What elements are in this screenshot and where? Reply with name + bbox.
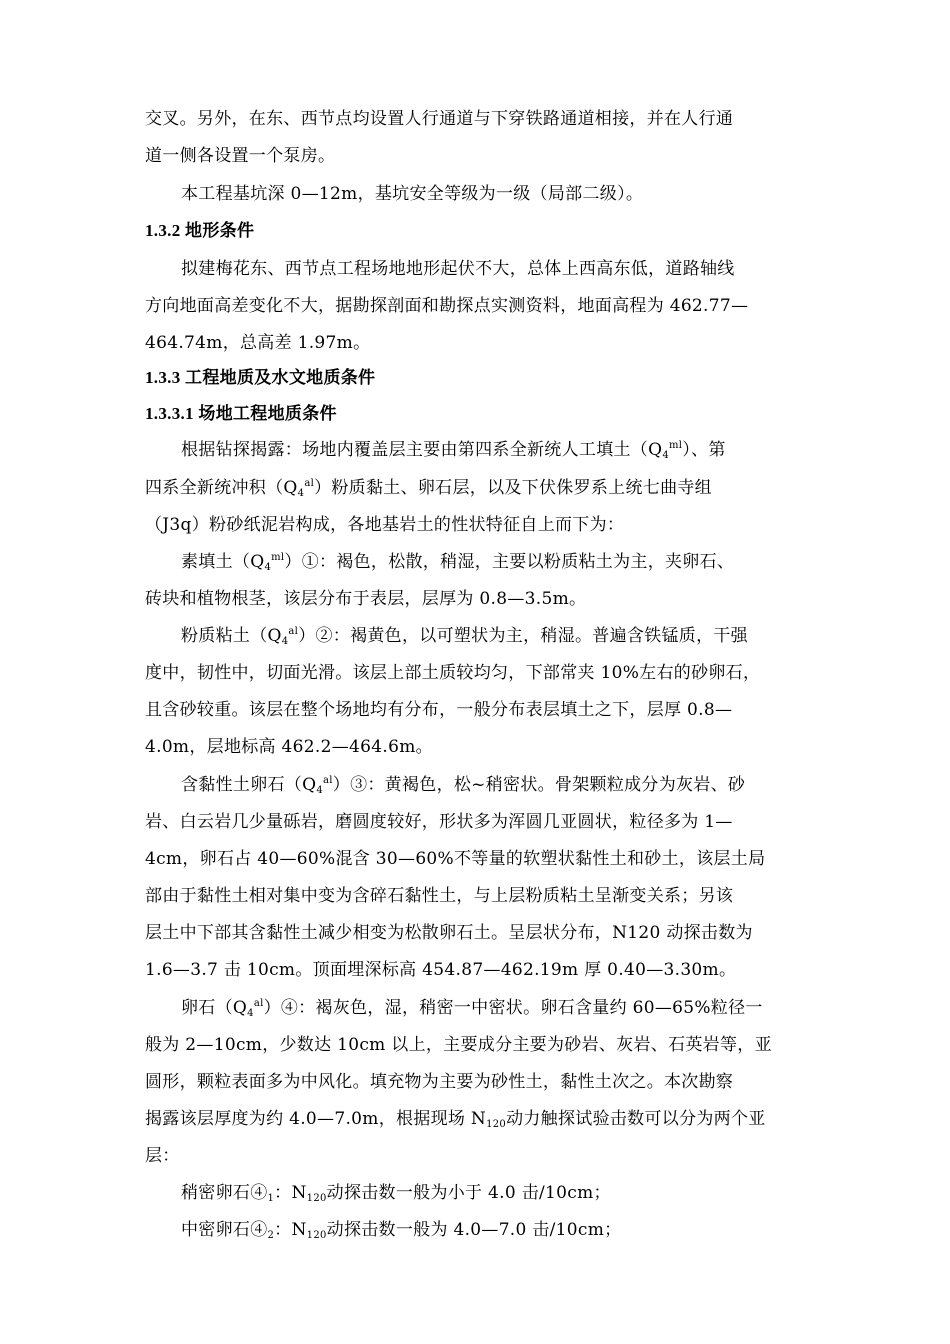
- paragraph-terrain-line-2: 方向地面高差变化不大，据勘探剖面和勘探点实测资料，地面高程为 462.77—: [145, 296, 749, 316]
- paragraph-intro-line-1: 交叉。另外，在东、西节点均设置人行通道与下穿铁路通道相接，并在人行通: [145, 109, 734, 129]
- heading-1-3-3: 1.3.3 工程地质及水文地质条件: [145, 368, 376, 387]
- layer-2-line-3: 且含砂较重。该层在整个场地均有分布，一般分布表层填土之下，层厚 0.8—: [145, 700, 733, 720]
- heading-1-3-2: 1.3.2 地形条件: [145, 221, 255, 240]
- paragraph-terrain-line-1: 拟建梅花东、西节点工程场地地形起伏不大，总体上西高东低，道路轴线: [181, 259, 735, 279]
- layer-3-line-6: 1.6—3.7 击 10cm。顶面埋深标高 454.87—462.19m 厚 0.40—3.30m。: [145, 960, 737, 980]
- paragraph-geology-line-2: 四系全新统冲积$(Q_4^{al})$粉质黏土、卵石层，以及下伏侏罗系上统七曲寺组: [145, 478, 712, 499]
- layer-2-line-4: 4.0m，层地标高 462.2—464.6m。: [145, 737, 433, 757]
- layer-3-line-3: 4cm，卵石占 40—60%混含 30—60%不等量的软塑状黏性土和砂土，该层土局: [145, 849, 766, 869]
- layer-4-line-3: 圆形，颗粒表面多为中风化。填充物为主要为砂性土，黏性土次之。本次勘察: [145, 1072, 734, 1092]
- layer-1-line-2: 砖块和植物根茎，该层分布于表层，层厚为 0.8—3.5m。: [145, 589, 587, 609]
- paragraph-pit: 本工程基坑深 0—12m，基坑安全等级为一级（局部二级）。: [181, 184, 644, 204]
- layer-4-line-5: 层：: [145, 1146, 180, 1166]
- layer-4-line-1: 卵石$(Q_4^{al})④$：褐灰色，湿，稍密一中密状。卵石含量约 60—65%粒径一: [181, 998, 763, 1019]
- layer-4-line-4: 揭露该层厚度为约 4.0—7.0m，根据现场 $N_{120}$动力触探试验击数可以分为两个亚: [145, 1109, 766, 1130]
- layer-3-line-4: 部由于黏性土相对集中变为含碎石黏性土，与上层粉质粘土呈渐变关系；另该: [145, 886, 734, 906]
- layer-3-line-2: 岩、白云岩几少量砾岩，磨圆度较好，形状多为浑圆几亚圆状，粒径多为 1—: [145, 812, 733, 832]
- paragraph-intro-line-2: 道一侧各设置一个泵房。: [145, 146, 336, 166]
- heading-1-3-3-1: 1.3.3.1 场地工程地质条件: [145, 404, 337, 423]
- sublayer-4-1: 稍密卵石$④_1$：$N_{120}$动探击数一般为小于 4.0 击/10cm；: [181, 1183, 611, 1204]
- layer-2-line-1: 粉质粘土$(Q_4^{al})②$：褐黄色，以可塑状为主，稍湿。普遍含铁锰质，干强: [181, 626, 748, 647]
- paragraph-terrain-line-3: 464.74m，总高差 1.97m。: [145, 333, 371, 353]
- layer-3-line-5: 层土中下部其含黏性土减少相变为松散卵石土。呈层状分布，N120 动探击数为: [145, 923, 753, 943]
- paragraph-geology-line-1: 根据钻探揭露：场地内覆盖层主要由第四系全新统人工填土$(Q_4^{ml})$、第: [181, 440, 726, 461]
- sublayer-4-2: 中密卵石$④_2$：$N_{120}$动探击数一般为 4.0—7.0 击/10cm；: [181, 1220, 622, 1241]
- layer-2-line-2: 度中，韧性中，切面光滑。该层上部土质较均匀，下部常夹 10%左右的砂卵石，: [145, 663, 761, 683]
- paragraph-geology-line-3: （J3q）粉砂纸泥岩构成，各地基岩土的性状特征自上而下为：: [145, 515, 625, 535]
- layer-4-line-2: 般为 2—10cm，少数达 10cm 以上，主要成分主要为砂岩、灰岩、石英岩等，亚: [145, 1035, 772, 1055]
- layer-3-line-1: 含黏性土卵石$(Q_4^{al})③$：黄褐色，松~稍密状。骨架颗粒成分为灰岩、砂: [181, 775, 746, 796]
- layer-1-line-1: 素填土$(Q_4^{ml})①$：褐色，松散，稍湿，主要以粉质粘土为主，夹卵石、: [181, 552, 735, 573]
